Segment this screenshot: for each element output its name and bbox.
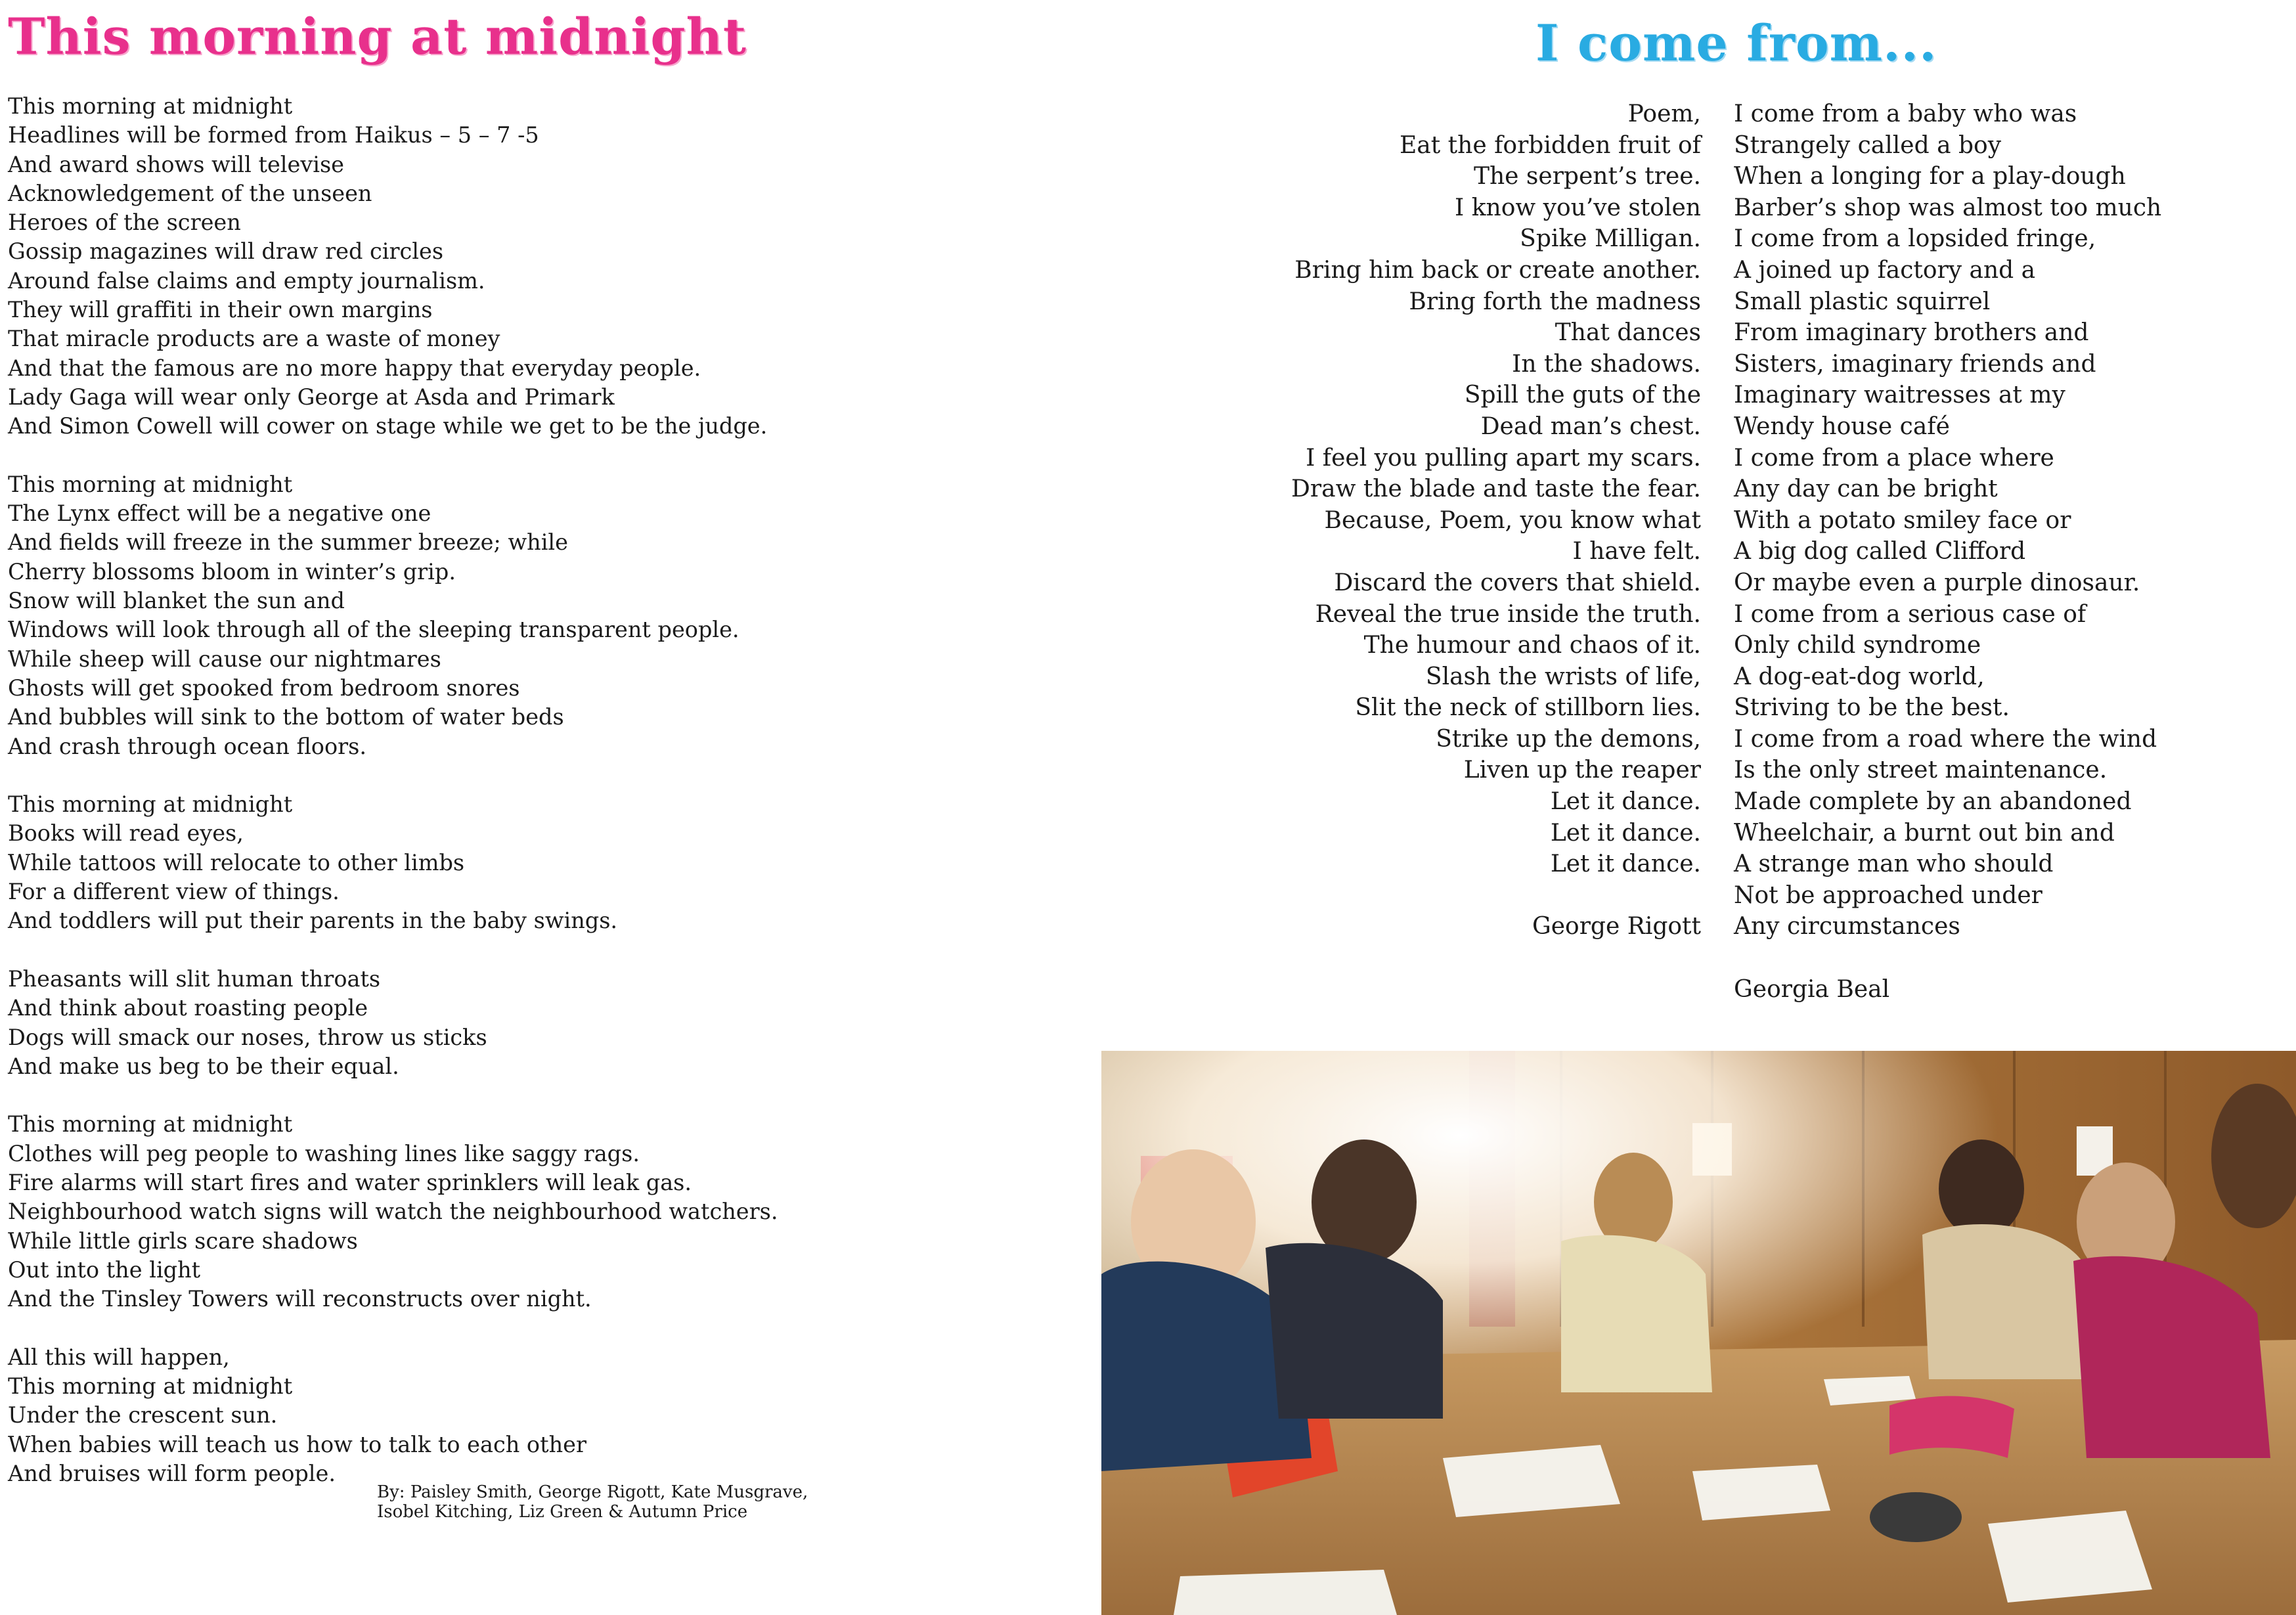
poem-line: Let it dance. (1550, 819, 1701, 847)
poem-line: This morning at midnight (8, 471, 293, 497)
poem-line: When babies will teach us how to talk to each other (8, 1431, 586, 1457)
poem-line: A joined up factory and a (1734, 256, 2036, 284)
poem-line: Is the only street maintenance. (1734, 757, 2108, 784)
poem-line: And that the famous are no more happy that everyday people. (8, 355, 701, 381)
poem-line: Acknowledgement of the unseen (8, 180, 372, 206)
poem-line: Gossip magazines will draw red circles (8, 238, 444, 265)
credits-line: By: Paisley Smith, George Rigott, Kate Musgrave, (377, 1482, 808, 1502)
stanza (8, 92, 778, 441)
poem-line: The Lynx effect will be a negative one (8, 500, 431, 527)
poem-line: And bubbles will sink to the bottom of water beds (8, 704, 564, 730)
poem-line: This morning at midnight (8, 1373, 293, 1400)
poem-line: Because, Poem, you know what (1324, 506, 1701, 534)
poem-line: A dog-eat-dog world, (1734, 663, 1985, 690)
poem-line: Cherry blossoms bloom in winter’s grip. (8, 558, 456, 585)
poem-line: Out into the light (8, 1256, 201, 1283)
poem-line: When a longing for a play-dough (1734, 163, 2126, 190)
poem-author: George Rigott (1532, 913, 1701, 940)
poem-line: Around false claims and empty journalism. (8, 267, 485, 294)
stanza (8, 1110, 778, 1314)
poem-line: Pheasants will slit human throats (8, 965, 381, 992)
poem-line: Books will read eyes, (8, 820, 244, 847)
poem-line: Snow will blanket the sun and (8, 588, 345, 614)
poem-line: Windows will look through all of the sleeping transparent people. (8, 617, 740, 643)
poem-line: This morning at midnight (8, 1111, 293, 1138)
poem-line: Striving to be the best. (1734, 694, 2010, 722)
poem-line: Let it dance. (1550, 851, 1701, 878)
stanza (8, 790, 778, 935)
poem-line: And the Tinsley Towers will reconstructs over night. (8, 1286, 592, 1312)
poem-george-rigott (1291, 99, 1701, 942)
poem-line: Made complete by an abandoned (1734, 788, 2132, 816)
poem-line: Wendy house café (1734, 412, 1950, 440)
poem-line: This morning at midnight (8, 93, 293, 119)
stanza (8, 470, 778, 761)
poem-line: Or maybe even a purple dinosaur. (1734, 569, 2140, 596)
poem-line: Lady Gaga will wear only George at Asda and Primark (8, 384, 615, 410)
poem-line: Slit the neck of stillborn lies. (1355, 694, 1701, 722)
poem-line: With a potato smiley face or (1734, 506, 2071, 534)
poem-georgia-beal (1734, 99, 2161, 1005)
poem-line: Any day can be bright (1734, 476, 1998, 503)
poem-line: Headlines will be formed from Haikus – 5 – 7 -5 (8, 122, 539, 148)
poem-line: Not be approached under (1734, 881, 2042, 909)
poem-line: Fire alarms will start fires and water sprinklers will leak gas. (8, 1169, 692, 1195)
poem-line: Bring forth the madness (1409, 288, 1701, 315)
poem-lines (1734, 99, 2161, 942)
poem-line: I come from a serious case of (1734, 600, 2086, 628)
poem-line: And fields will freeze in the summer breeze; while (8, 529, 568, 556)
poem-line: Dogs will smack our noses, throw us sticks (8, 1024, 487, 1050)
poem-line: A strange man who should (1734, 851, 2054, 878)
poem-line: That dances (1555, 319, 1701, 347)
poem-line: Only child syndrome (1734, 632, 1981, 659)
poem-line: Strangely called a boy (1734, 131, 2002, 159)
right-page-title: I come from... (1535, 14, 1937, 72)
poem-author: Georgia Beal (1734, 975, 1890, 1003)
poem-line: The humour and chaos of it. (1363, 632, 1701, 659)
poem-line: And toddlers will put their parents in the baby swings. (8, 908, 618, 934)
poem-line: And bruises will form people. (8, 1460, 336, 1486)
poem-line: Ghosts will get spooked from bedroom snores (8, 675, 520, 701)
poem-line: Any circumstances (1734, 913, 1960, 940)
poem-line: For a different view of things. (8, 879, 340, 905)
workshop-photo (1101, 1051, 2296, 1615)
poem-this-morning-at-midnight (8, 92, 778, 1488)
poem-credits (377, 1482, 808, 1522)
poem-line: I come from a road where the wind (1734, 725, 2157, 753)
poem-line: While tattoos will relocate to other limbs (8, 849, 465, 875)
poem-line: Neighbourhood watch signs will watch the neighbourhood watchers. (8, 1199, 778, 1225)
poem-line: Reveal the true inside the truth. (1315, 600, 1701, 628)
left-page-title: This morning at midnight (8, 7, 747, 66)
poem-line: And award shows will televise (8, 151, 344, 177)
poem-line: The serpent’s tree. (1473, 163, 1701, 190)
poem-line: Barber’s shop was almost too much (1734, 194, 2162, 221)
poem-line: Spike Milligan. (1520, 225, 1701, 253)
poem-line: Dead man’s chest. (1480, 412, 1701, 440)
poem-line: Wheelchair, a burnt out bin and (1734, 819, 2115, 847)
poem-line: That miracle products are a waste of money (8, 326, 500, 352)
poem-line: Discard the covers that shield. (1334, 569, 1701, 596)
poem-line: I feel you pulling apart my scars. (1306, 444, 1701, 472)
poem-line: I have felt. (1572, 538, 1701, 565)
poem-line: And crash through ocean floors. (8, 733, 366, 759)
poem-line: And think about roasting people (8, 995, 368, 1021)
poem-line: From imaginary brothers and (1734, 319, 2089, 347)
stanza (8, 1343, 778, 1488)
poem-line: Strike up the demons, (1436, 725, 1701, 753)
poem-line: Let it dance. (1550, 788, 1701, 816)
poem-line: Slash the wrists of life, (1425, 663, 1701, 690)
poem-line: Imaginary waitresses at my (1734, 382, 2065, 409)
poem-line: Clothes will peg people to washing lines like saggy rags. (8, 1140, 640, 1166)
poem-line: Draw the blade and taste the fear. (1291, 476, 1701, 503)
poem-line: Under the crescent sun. (8, 1402, 278, 1428)
poem-line: Sisters, imaginary friends and (1734, 350, 2096, 378)
poem-line: Poem, (1627, 100, 1701, 127)
poem-line: All this will happen, (8, 1344, 230, 1370)
poem-line: Liven up the reaper (1463, 757, 1701, 784)
stanza (8, 965, 778, 1081)
poem-line: Bring him back or create another. (1294, 256, 1701, 284)
poem-line: Spill the guts of the (1464, 382, 1701, 409)
credits-line: Isobel Kitching, Liz Green & Autumn Price (377, 1502, 748, 1522)
poem-line: I know you’ve stolen (1455, 194, 1701, 221)
poem-line: I come from a lopsided fringe, (1734, 225, 2096, 253)
poem-line: While sheep will cause our nightmares (8, 646, 441, 672)
poem-line: I come from a baby who was (1734, 100, 2077, 127)
poem-lines (1291, 99, 1701, 880)
poem-line: This morning at midnight (8, 791, 293, 818)
poem-line: They will graffiti in their own margins (8, 297, 433, 323)
poem-line: Small plastic squirrel (1734, 288, 1991, 315)
poem-line: While little girls scare shadows (8, 1228, 358, 1254)
poem-line: And make us beg to be their equal. (8, 1053, 399, 1079)
poem-line: In the shadows. (1512, 350, 1701, 378)
poem-line: And Simon Cowell will cower on stage while we get to be the judge. (8, 413, 768, 439)
poem-line: I come from a place where (1734, 444, 2054, 472)
poem-line: Eat the forbidden fruit of (1400, 131, 1701, 159)
poem-line: Heroes of the screen (8, 210, 241, 236)
poem-line: A big dog called Clifford (1734, 538, 2026, 565)
